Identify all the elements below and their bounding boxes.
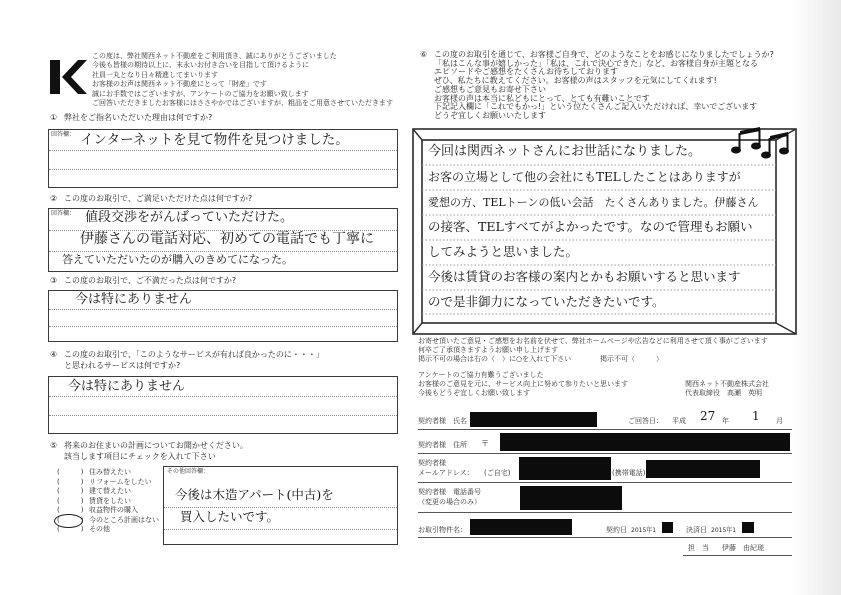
ruled-line	[49, 309, 397, 310]
question-6-line: 「私はこんな事が嬉しかった」「私は、これで決心できた」など、お客様自身が主題となる	[434, 58, 758, 68]
company-representative: 代表取締役 高瀬 英明	[685, 389, 762, 397]
intro-line: この度は、弊社関西ネット不動産をご利用頂き、誠にありがとうございました	[92, 52, 337, 60]
option-checkbox: ( )	[57, 496, 84, 505]
other-answer-label: その他回答欄：	[167, 468, 210, 475]
property-label: お取引物件名：	[418, 526, 467, 534]
redacted-contract-date	[662, 522, 673, 533]
option-label: 建て替えたい	[89, 487, 131, 495]
staff-underline	[683, 555, 792, 556]
question-5-number: ⑤	[50, 441, 58, 450]
intro-line: お客様のお声は関西ネット不動産にとって「財産」です	[92, 80, 267, 89]
notice-line: お寄せ頂いたご意見・ご感想をお名前を伏せて、弊社ホームページや広告などに利用させて頂く事がございます	[418, 337, 768, 345]
other-answer-handwriting: 今後は木造アパート(中古)を	[175, 487, 334, 502]
notice-line: 何卒ご了承頂きますようお願い申し上げます	[418, 346, 558, 354]
redacted-address	[500, 433, 790, 451]
settlement-date-value: 2015年1	[711, 527, 737, 534]
intro-line: 社員一丸となり日々精進してまいります	[92, 70, 218, 79]
option-label: 収益物件の購入	[89, 506, 138, 514]
question-6-line: ご感想もご意見もお寄せ下さい	[434, 84, 546, 94]
name-label: 契約者様 氏名	[418, 417, 467, 425]
field-underline	[418, 482, 792, 483]
ruled-line	[49, 169, 397, 170]
redacted-email-mobile	[646, 460, 760, 478]
option-label: その他	[89, 525, 110, 533]
intro-line: 誠にお手数ではございますが、アンケートのご協力をお願い致します	[92, 89, 309, 98]
option-label: 今のところ計画はない	[89, 515, 159, 524]
option-checkbox: ( )	[57, 487, 84, 495]
redacted-property	[470, 519, 572, 535]
question-6-line: 下記記入欄に「これでもかっ!」という位たくさんご記入いただければ、幸いでございます	[434, 102, 758, 112]
notice-line: 掲示不可の場合は右の（ ）に○を入れて下さい	[418, 355, 572, 363]
ruled-line	[49, 326, 397, 327]
redacted-settlement-date	[742, 522, 754, 533]
email-label: メールアドレス：	[418, 469, 474, 477]
music-notes-icon	[726, 127, 792, 163]
staff-name: 伊藤 由紀瑳	[722, 544, 764, 552]
question-4-text: この度のお取引で、「このようなサービスが有れば良かったのに・・・」	[64, 350, 324, 359]
question-4-number: ④	[50, 350, 58, 359]
answer-date-label: ご回答日：	[628, 417, 663, 425]
option-checkbox: ( )	[57, 468, 84, 476]
answer-date-month: 1	[752, 409, 760, 423]
other-answer-handwriting: 買入したいです。	[180, 509, 280, 524]
email-label: 契約者様	[418, 459, 446, 467]
question-6-line: お客様の声は本当に私どもにとって、とても有難いことです	[434, 93, 650, 103]
question-1-text: 弊社をご指名いただいた理由は何ですか?	[64, 113, 213, 122]
company-name: 関西ネット不動産株式会社	[685, 380, 769, 388]
question-3-number: ③	[50, 276, 58, 285]
question-6-line: ぜひ、私たちに教えてください。お客様の声はスタッフを元気にしてくれます!	[434, 76, 717, 86]
company-logo	[50, 60, 88, 94]
email-mobile-label: (携帯電話)	[612, 469, 646, 477]
opt-out-checkbox: 掲示不可（ ）	[600, 355, 663, 363]
question-6-line: エピソードやご感想をたくさんお待ちしております	[434, 67, 618, 77]
month-unit: 月	[776, 417, 783, 425]
question-2-text: この度のお取引で、ご満足いただけた点は何ですか?	[64, 194, 253, 203]
ruled-line	[164, 529, 397, 530]
postal-mark: 〒	[481, 439, 489, 448]
phone-label: 契約者様 電話番号	[418, 488, 481, 496]
staff-label: 担 当	[688, 544, 709, 552]
ruled-line	[49, 415, 397, 416]
frame-corner	[413, 129, 422, 140]
answer-4-handwriting: 今は特にありません	[68, 379, 186, 394]
redacted-name	[470, 412, 597, 427]
answer-label: 回答欄：	[51, 131, 76, 138]
answer-date-era: 平成	[672, 417, 686, 425]
answer-2-handwriting-line: 値段交渉をがんばっていただけた。	[85, 210, 294, 225]
redacted-phone	[520, 486, 622, 510]
option-checkbox: ( )	[57, 477, 84, 486]
question-6-number: ⑥	[420, 50, 428, 59]
thanks-line: アンケートのご協力有難うございました	[418, 371, 544, 379]
comment-line: 今回は関西ネットさんにお世話になりました。	[428, 144, 702, 159]
frame-corner	[776, 323, 796, 334]
option-label: 賃貸をしたい	[89, 496, 131, 505]
question-3-text: この度のお取引で、ご不満だった点は何ですか?	[64, 276, 237, 285]
comment-line: の接客、TELすべてがよかったです。なので管理もお願い	[428, 219, 753, 234]
option-checkbox: ( )	[57, 515, 84, 524]
comment-line: 今後は賃貸のお客様の案内とかもお願いすると思います	[428, 269, 741, 284]
redacted-email-home	[519, 457, 611, 480]
email-home-label: (ご自宅)	[484, 469, 511, 477]
field-underline	[418, 429, 792, 430]
answer-label: 回答欄：	[51, 210, 76, 217]
ruled-line	[164, 507, 397, 508]
question-5-text: 将来のお住まいの計画についてお聞かせください。	[64, 441, 248, 450]
answer-2-handwriting-line: 答えていただいたのが購入のきめてになった。	[62, 253, 293, 266]
comment-line: ので是非御力になっていただきたいです。	[428, 294, 665, 309]
comment-line: お客の立場として他の会社にもTELしたことはありますが	[428, 170, 741, 184]
question-4-text: と思われるサービスは何ですか?	[64, 361, 181, 370]
comment-line: してみようと思いました。	[428, 244, 579, 259]
field-underline	[418, 537, 792, 538]
settlement-date-label: 決済日	[686, 526, 707, 534]
answer-3-handwriting: 今は特にありません	[75, 292, 193, 307]
frame-corner	[413, 323, 422, 334]
field-underline	[418, 512, 792, 513]
question-2-number: ②	[50, 194, 58, 203]
ruled-line	[49, 251, 397, 252]
ruled-line	[49, 396, 397, 397]
answer-1-handwriting: インターネットを見て物件を見つけました。	[80, 132, 349, 148]
ruled-line	[49, 150, 397, 151]
comment-line: 愛想の方、TELトーンの低い会話 たくさんありました。伊藤さん	[428, 196, 759, 209]
contract-date-value: 2015年1	[631, 527, 657, 534]
question-6-line: どうぞ宜しくお願いいたします	[434, 110, 546, 120]
year-unit: 年	[722, 417, 729, 425]
contract-date-label: 契約日	[606, 526, 627, 534]
phone-label-note: （変更の場合のみ）	[418, 498, 481, 506]
question-6-line: この度のお取引を通じて、お客様ご自身で、どのようなことをお感じになりましたでしょうか?	[434, 50, 774, 59]
option-label: 住み替えたい	[89, 468, 131, 476]
question-1-number: ①	[50, 113, 58, 122]
question-5-text: 該当します項目にチェックを入れて下さい	[64, 452, 216, 461]
thanks-line: お客様のご意見を元に、サービス向上に努めて参りたいと思います	[418, 380, 628, 388]
address-label: 契約者様 住所	[418, 441, 467, 449]
other-answer-box	[163, 466, 398, 545]
thanks-line: 今後もどうぞ宜しくお願い致します	[418, 389, 530, 397]
intro-line: 今後も皆様の期待以上に、末永いお付き合いを目指して頂けるように	[92, 61, 309, 70]
option-label: リフォームをしたい	[89, 477, 152, 486]
answer-2-handwriting-line: 伊藤さんの電話対応、初めての電話でも丁寧に	[80, 231, 374, 247]
answer-date-year: 27	[700, 409, 716, 423]
option-checkbox: ( )	[57, 506, 84, 514]
option-checkbox: ( )	[57, 525, 84, 533]
field-underline	[418, 453, 792, 454]
intro-line: ご回答いただきましたお客様にはささやかではございますが、粗品をご用意させていただきます	[92, 99, 393, 107]
